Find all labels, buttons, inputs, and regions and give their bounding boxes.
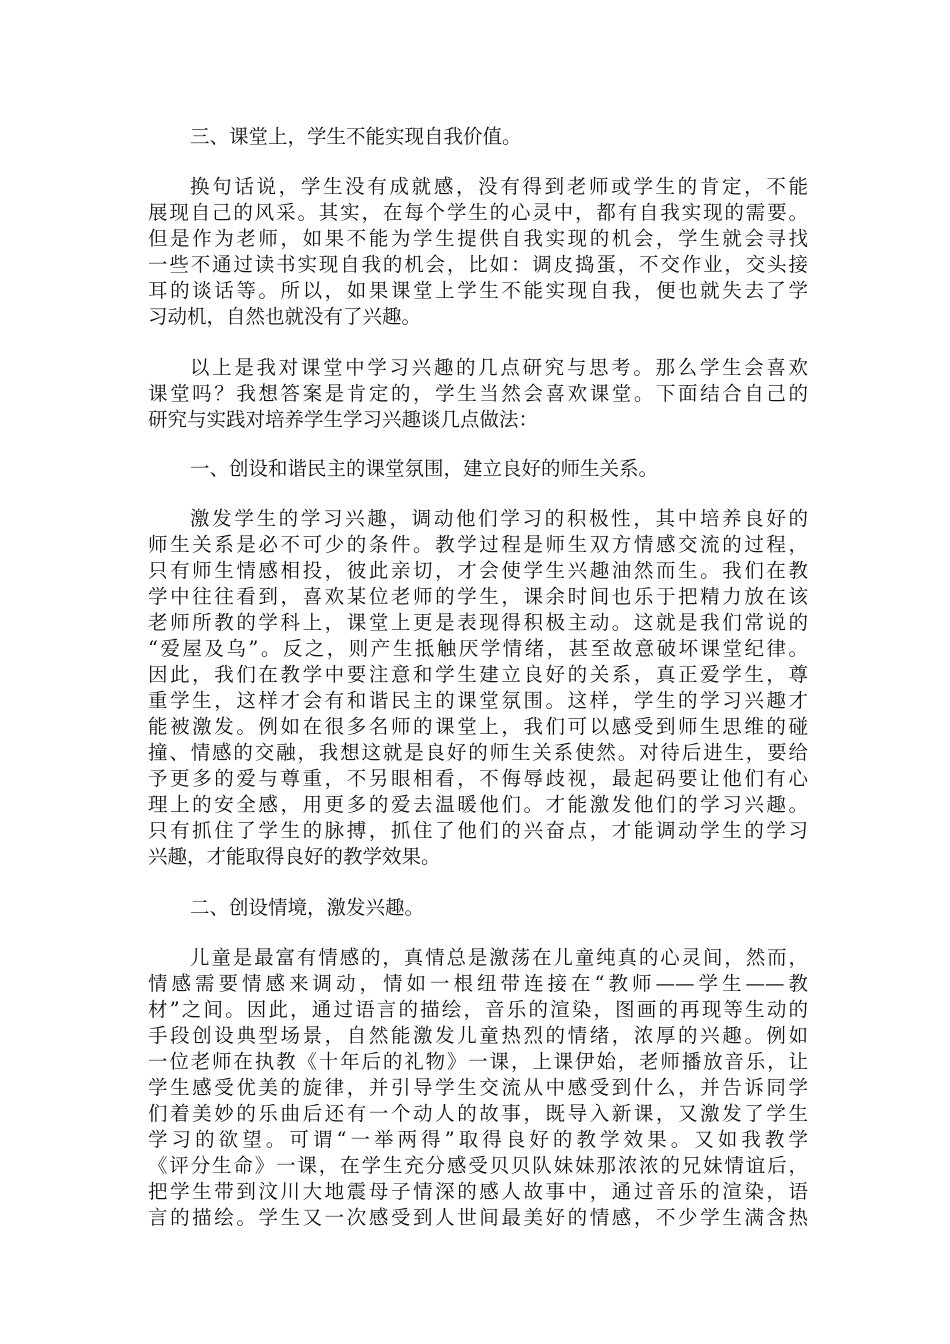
text-line: 以上是我对课堂中学习兴趣的几点研究与思考。那么学生会喜欢 — [190, 356, 808, 379]
text-line: 只有抓住了学生的脉搏，抓住了他们的兴奋点，才能调动学生的学习 — [148, 819, 808, 842]
text-line: 师生关系是必不可少的条件。教学过程是师生双方情感交流的过程， — [148, 533, 808, 556]
text-line: 但是作为老师，如果不能为学生提供自我实现的机会，学生就会寻找 — [148, 227, 808, 250]
text-line: 手段创设典型场景，自然能激发儿童热烈的情绪，浓厚的兴趣。例如 — [148, 1024, 808, 1047]
text-line: 学习的欲望。可谓“一举两得”取得良好的教学效果。又如我教学 — [148, 1128, 808, 1151]
text-line: 激发学生的学习兴趣，调动他们学习的积极性，其中培养良好的 — [190, 507, 808, 530]
text-line: 课堂吗？我想答案是肯定的，学生当然会喜欢课堂。下面结合自己的 — [148, 382, 808, 405]
text-line: 把学生带到汶川大地震母子情深的感人故事中，通过音乐的渲染，语 — [148, 1180, 808, 1203]
text-line: 二、创设情境，激发兴趣。 — [190, 896, 425, 919]
text-line: 儿童是最富有情感的，真情总是激荡在儿童纯真的心灵间，然而， — [190, 946, 808, 969]
text-line: 材”之间。因此，通过语言的描绘，音乐的渲染，图画的再现等生动的 — [148, 998, 808, 1021]
text-line: “爱屋及乌”。反之，则产生抵触厌学情绪，甚至故意破坏课堂纪律。 — [148, 637, 808, 660]
text-line: 换句话说，学生没有成就感，没有得到老师或学生的肯定，不能 — [190, 175, 808, 198]
text-line: 予更多的爱与尊重，不另眼相看，不侮辱歧视，最起码要让他们有心 — [148, 767, 808, 790]
text-line: 老师所教的学科上，课堂上更是表现得积极主动。这就是我们常说的 — [148, 611, 808, 634]
text-line: 因此，我们在教学中要注意和学生建立良好的关系，真正爱学生，尊 — [148, 663, 808, 686]
text-line: 们着美妙的乐曲后还有一个动人的故事，既导入新课，又激发了学生 — [148, 1102, 808, 1125]
text-line: 一、创设和谐民主的课堂氛围，建立良好的师生关系。 — [190, 457, 659, 480]
text-line: 《评分生命》一课，在学生充分感受贝贝队妹妹那浓浓的兄妹情谊后， — [148, 1154, 808, 1177]
text-line: 只有师生情感相投，彼此亲切，才会使学生兴趣油然而生。我们在教 — [148, 559, 808, 582]
text-line: 展现自己的风采。其实，在每个学生的心灵中，都有自我实现的需要。 — [148, 201, 808, 224]
text-line: 能被激发。例如在很多名师的课堂上，我们可以感受到师生思维的碰 — [148, 715, 808, 738]
text-line: 一些不通过读书实现自我的机会，比如：调皮捣蛋，不交作业，交头接 — [148, 253, 808, 276]
text-line: 三、课堂上，学生不能实现自我价值。 — [190, 125, 522, 148]
text-line: 习动机，自然也就没有了兴趣。 — [148, 305, 422, 328]
text-line: 学中往往看到，喜欢某位老师的学生，课余时间也乐于把精力放在该 — [148, 585, 808, 608]
text-line: 情感需要情感来调动，情如一根纽带连接在“教师——学生——教 — [148, 972, 808, 995]
text-line: 理上的安全感，用更多的爱去温暖他们。才能激发他们的学习兴趣。 — [148, 793, 808, 816]
text-line: 言的描绘。学生又一次感受到人世间最美好的情感，不少学生满含热 — [148, 1206, 808, 1229]
text-line: 重学生，这样才会有和谐民主的课堂氛围。这样，学生的学习兴趣才 — [148, 689, 808, 712]
text-line: 研究与实践对培养学生学习兴趣谈几点做法： — [148, 408, 539, 431]
text-line: 撞、情感的交融，我想这就是良好的师生关系使然。对待后进生，要给 — [148, 741, 808, 764]
text-line: 兴趣，才能取得良好的教学效果。 — [148, 845, 441, 868]
text-line: 学生感受优美的旋律，并引导学生交流从中感受到什么，并告诉同学 — [148, 1076, 808, 1099]
text-line: 一位老师在执教《十年后的礼物》一课，上课伊始，老师播放音乐，让 — [148, 1050, 808, 1073]
text-line: 耳的谈话等。所以，如果课堂上学生不能实现自我，便也就失去了学 — [148, 279, 808, 302]
